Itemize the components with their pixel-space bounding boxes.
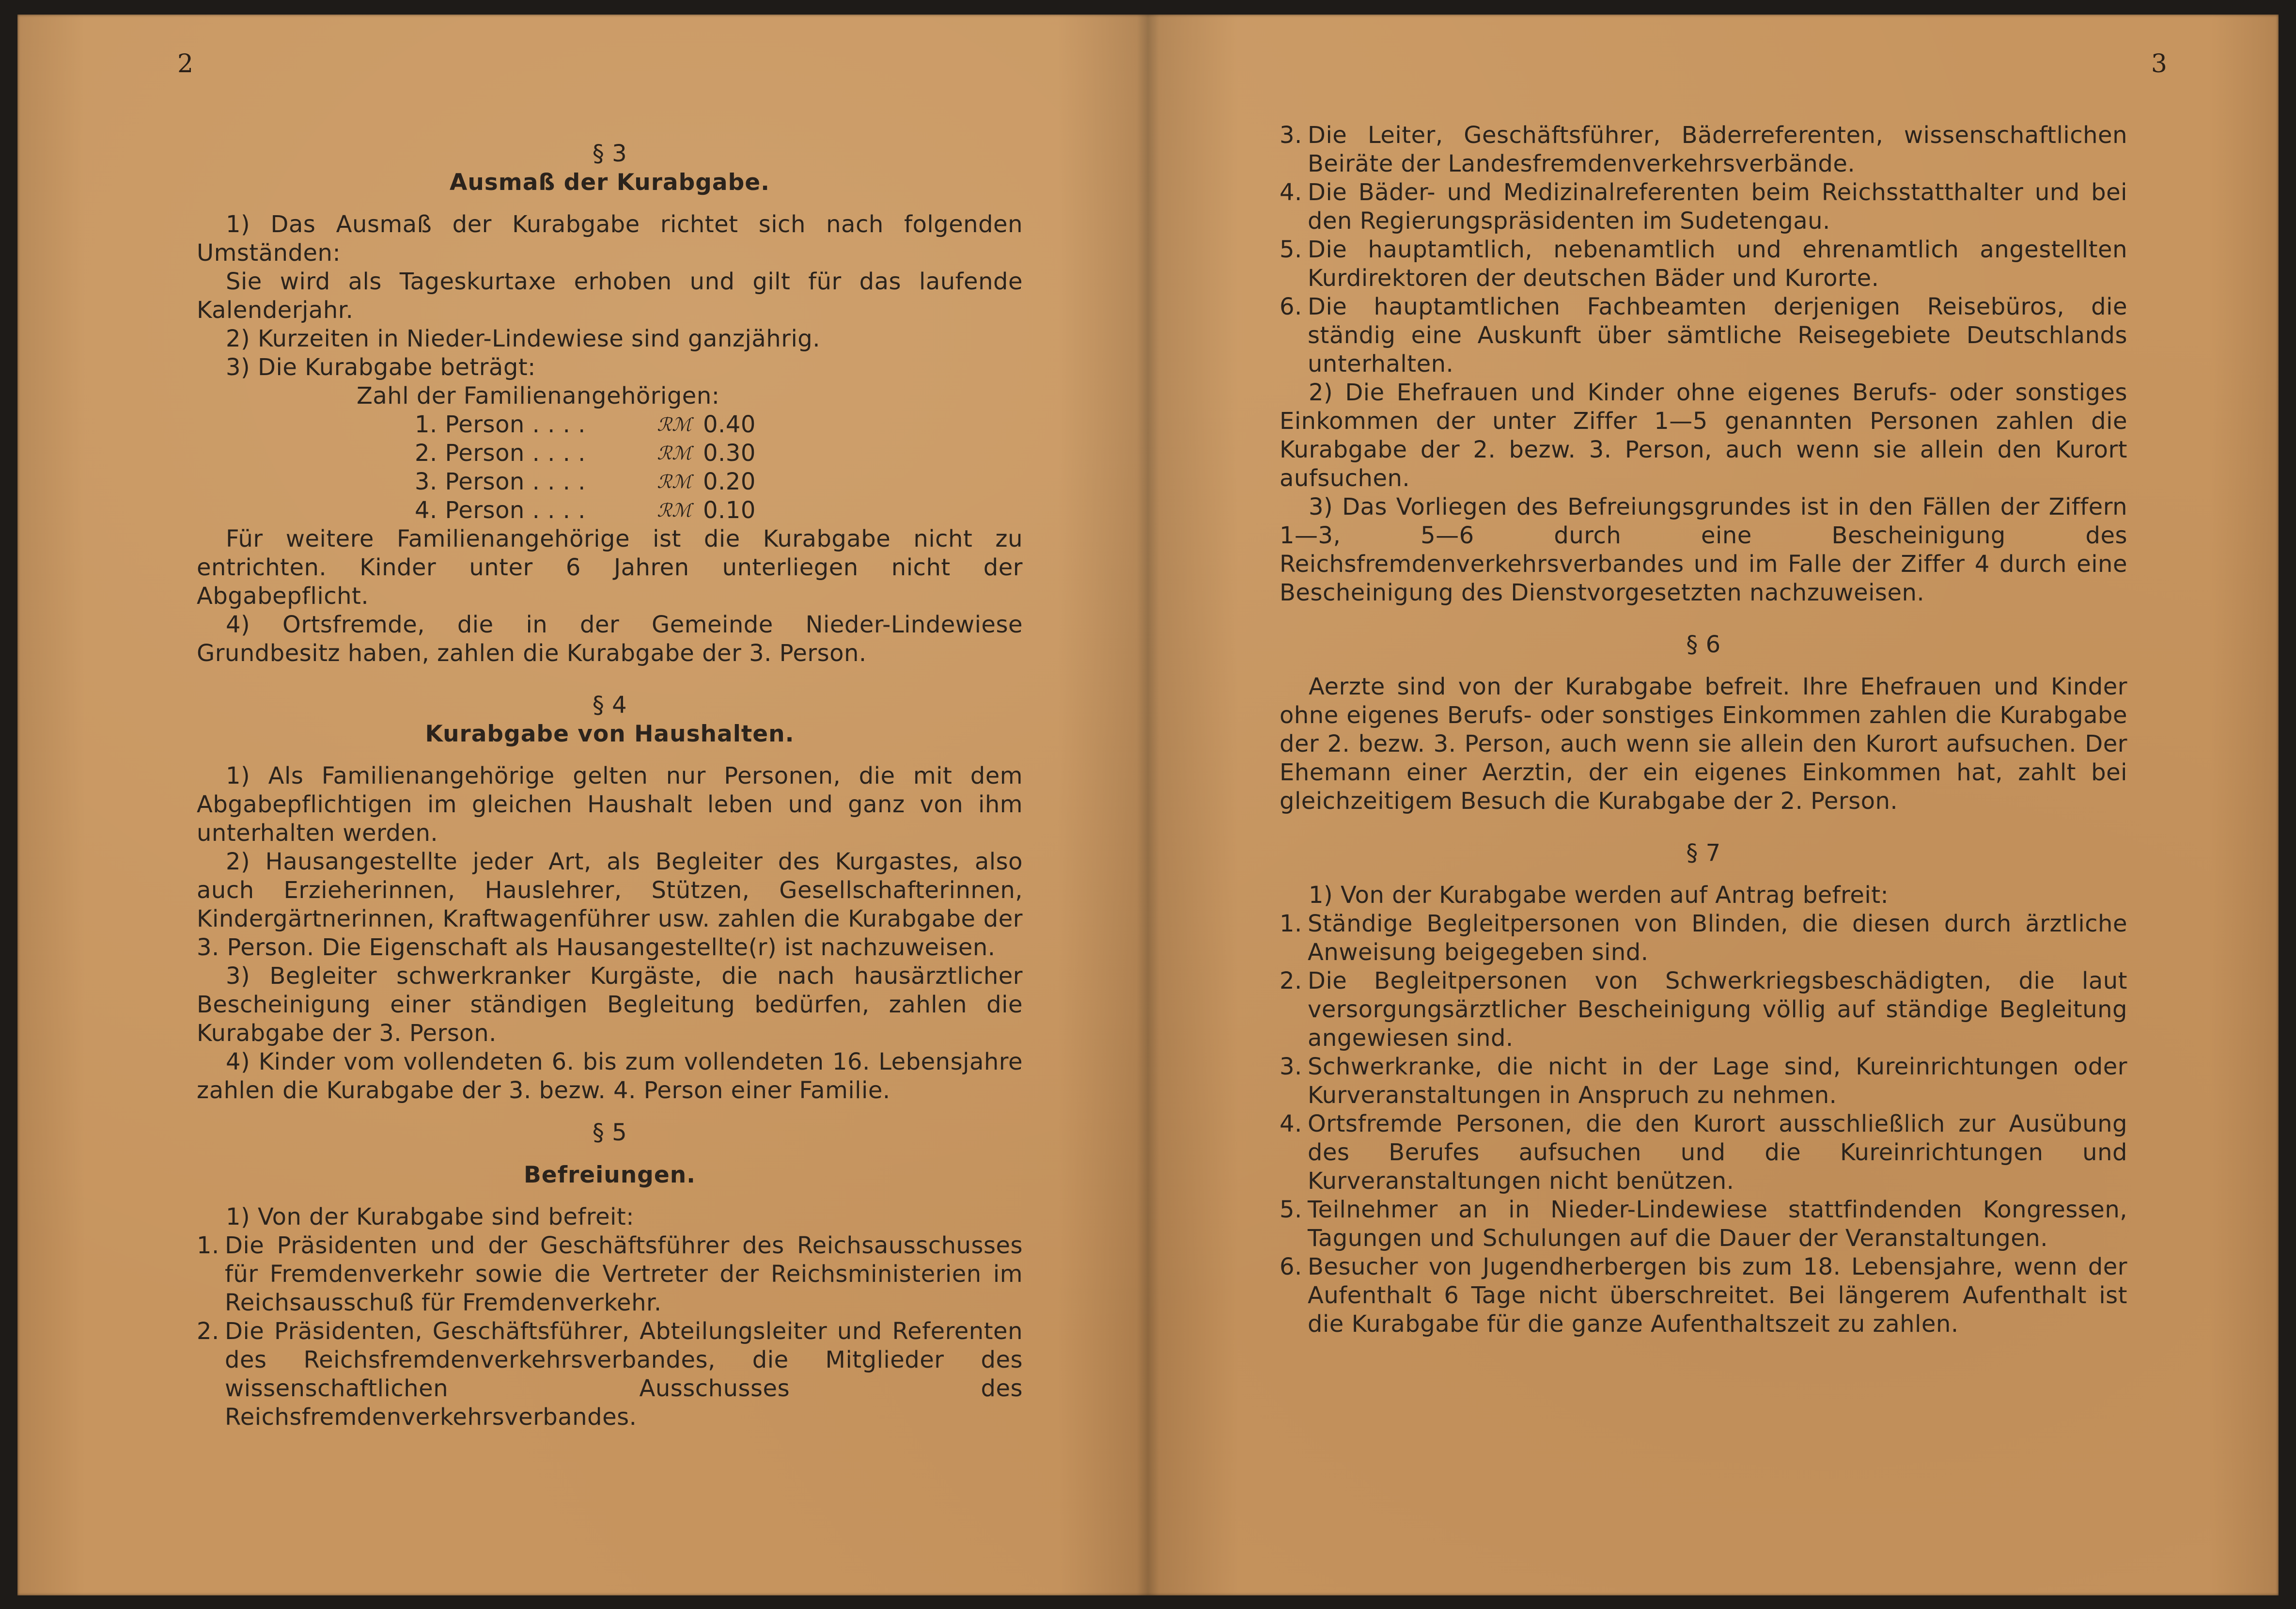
rate-row: [415, 439, 1023, 468]
list-text: Die hauptamtlich, nebenamtlich und ehrenamtlich angestellten Kurdirektoren der deutschen Bäder und Kurorte.: [1308, 236, 2127, 292]
s3-paragraph-3b: Für weitere Familienangehörige ist die Kurabgabe nicht zu entrichten. Kinder unter 6 Jahren unterliegen nicht der Abgabepflicht.: [197, 525, 1023, 610]
list-number: 6.: [1280, 1253, 1302, 1280]
list-text: Die Bäder- und Medizinalreferenten beim Reichsstatthalter und bei den Regierungspräsidenten im Sudetengau.: [1308, 179, 2127, 235]
s3-paragraph-1: 1) Das Ausmaß der Kurabgabe richtet sich nach folgenden Umständen:: [197, 211, 1023, 267]
s3-paragraph-4: 4) Ortsfremde, die in der Gemeinde Nieder-Lindewiese Grundbesitz haben, zahlen die Kurabgabe der 3. Person.: [197, 611, 1023, 667]
rate-label: 4. Person . . . .: [415, 497, 586, 524]
list-text: Die Leiter, Geschäftsführer, Bäderreferenten, wissenschaftlichen Beiräte der Landesfremdenverkehrsverbände.: [1308, 122, 2127, 177]
section-3-number: § 3: [592, 140, 627, 167]
list-number: 1.: [197, 1232, 219, 1259]
rate-label: 3. Person . . . .: [415, 468, 586, 495]
rate-value: 0.40: [703, 411, 756, 438]
list-text: Die Präsidenten, Geschäftsführer, Abteilungsleiter und Referenten des Reichsfremdenverkehrsverbandes, die Mitglieder des wissenschaftlichen Ausschusses des Reichsfremdenverkehrsverbandes.: [225, 1318, 1023, 1431]
list-item: [1280, 1253, 2127, 1339]
list-number: 3.: [1280, 1053, 1302, 1080]
section-7-number: § 7: [1686, 839, 1721, 867]
section-6-number: § 6: [1686, 631, 1721, 658]
currency-symbol: ℛℳ: [657, 414, 692, 435]
rate-label: 2. Person . . . .: [415, 440, 586, 467]
list-text: Die hauptamtlichen Fachbeamten derjenigen Reisebüros, die ständig eine Auskunft über sämtliche Reisegebiete Deutschlands unterhalten.: [1308, 293, 2127, 378]
rate-value: 0.30: [703, 440, 756, 467]
list-number: 4.: [1280, 1110, 1302, 1137]
list-item: [197, 1231, 1023, 1317]
list-item: [1280, 1196, 2127, 1253]
rate-value: 0.20: [703, 468, 756, 495]
section-4-title: Kurabgabe von Haushalten.: [425, 721, 795, 747]
list-number: 5.: [1280, 1196, 1302, 1223]
list-item: [1280, 121, 2127, 178]
s5-paragraph-3: 3) Das Vorliegen des Befreiungsgrundes ist in den Fällen der Ziffern 1—3, 5—6 durch eine Bescheinigung des Reichsfremdenverkehrsverbandes und im Falle der Ziffer 4 durch eine Bescheinigung des Dienstvorgesetzten nachzuweisen.: [1280, 493, 2127, 606]
list-item: [1280, 1053, 2127, 1110]
list-text: Die Präsidenten und der Geschäftsführer des Reichsausschusses für Fremdenverkehr sowie die Vertreter der Reichsministerien im Reichsausschuß für Fremdenverkehr.: [225, 1232, 1023, 1316]
rate-row: [415, 468, 1023, 496]
list-number: 5.: [1280, 236, 1302, 263]
booklet-spread: [17, 15, 2279, 1595]
currency-symbol: ℛℳ: [657, 500, 692, 521]
list-item: [1280, 236, 2127, 293]
list-number: 4.: [1280, 179, 1302, 206]
s6-paragraph: Aerzte sind von der Kurabgabe befreit. Ihre Ehefrauen und Kinder ohne eigenes Berufs- oder sonstiges Einkommen zahlen die Kurabgabe der 2. bezw. 3. Person, auch wenn sie allein den Kurort aufsuchen. Der Ehemann einer Aerztin, der ein eigenes Einkommen hat, zahlt bei gleichzeitigem Besuch die Kurabgabe der 2. Person.: [1280, 673, 2127, 815]
rate-table: [357, 382, 1023, 525]
page-number-left: 2: [177, 49, 194, 79]
list-item: [197, 1317, 1023, 1432]
list-text: Besucher von Jugendherbergen bis zum 18. Lebensjahre, wenn der Aufenthalt 6 Tage nicht überschreitet. Bei längerem Aufenthalt ist die Kurabgabe für die ganze Aufenthaltszeit zu zahlen.: [1308, 1253, 2127, 1338]
s3-paragraph-3: 3) Die Kurabgabe beträgt:: [226, 354, 536, 381]
list-item: [1280, 178, 2127, 236]
list-number: 2.: [1280, 967, 1302, 994]
currency-symbol: ℛℳ: [657, 442, 692, 464]
s3-paragraph-2: 2) Kurzeiten in Nieder-Lindewiese sind ganzjährig.: [226, 325, 821, 352]
list-item: [1280, 910, 2127, 967]
section-5-number: § 5: [592, 1119, 627, 1146]
list-text: Teilnehmer an in Nieder-Lindewiese stattfindenden Kongressen, Tagungen und Schulungen auf die Dauer der Veranstaltungen.: [1308, 1196, 2127, 1252]
section-5-title: Befreiungen.: [523, 1162, 696, 1188]
list-text: Schwerkranke, die nicht in der Lage sind, Kureinrichtungen oder Kurveranstaltungen in Anspruch zu nehmen.: [1308, 1053, 2127, 1109]
s3-paragraph-1b: Sie wird als Tageskurtaxe erhoben und gilt für das laufende Kalenderjahr.: [197, 268, 1023, 324]
left-page-text: [197, 140, 1023, 1432]
page-number-right: 3: [2151, 49, 2167, 79]
list-text: Ständige Begleitpersonen von Blinden, die diesen durch ärztliche Anweisung beigegeben sind.: [1308, 910, 2127, 966]
list-number: 2.: [197, 1318, 219, 1345]
s4-paragraph-2: 2) Hausangestellte jeder Art, als Begleiter des Kurgastes, also auch Erzieherinnen, Hauslehrer, Stützen, Gesellschafterinnen, Kindergärtnerinnen, Kraftwagenführer usw. zahlen die Kurabgabe der 3. Person. Die Eigenschaft als Hausangestellte(r) ist nachzuweisen.: [197, 848, 1023, 961]
list-text: Die Begleitpersonen von Schwerkriegsbeschädigten, die laut versorgungsärztlicher Bescheinigung völlig auf ständige Begleitung angewiesen sind.: [1308, 967, 2127, 1052]
list-item: [1280, 293, 2127, 379]
s5-paragraph-1: 1) Von der Kurabgabe sind befreit:: [226, 1203, 634, 1230]
list-number: 1.: [1280, 910, 1302, 937]
section-3-title: Ausmaß der Kurabgabe.: [449, 169, 770, 196]
right-page-text: [1280, 121, 2127, 1339]
currency-symbol: ℛℳ: [657, 471, 692, 492]
list-item: [1280, 1110, 2127, 1196]
list-number: 3.: [1280, 122, 1302, 149]
list-number: 6.: [1280, 293, 1302, 320]
list-item: [1280, 967, 2127, 1053]
rate-table-head: Zahl der Familienangehörigen:: [357, 382, 720, 410]
s4-paragraph-1: 1) Als Familienangehörige gelten nur Personen, die mit dem Abgabepflichtigen im gleichen Haushalt leben und ganz von ihm unterhalten werden.: [197, 762, 1023, 847]
rate-row: [415, 410, 1023, 439]
s7-paragraph-1: 1) Von der Kurabgabe werden auf Antrag befreit:: [1309, 882, 1889, 909]
s5-paragraph-2: 2) Die Ehefrauen und Kinder ohne eigenes Berufs- oder sonstiges Einkommen der unter Ziffer 1—5 genannten Personen zahlen die Kurabgabe der 2. bezw. 3. Person, auch wenn sie allein den Kurort aufsuchen.: [1280, 379, 2127, 492]
section-4-number: § 4: [592, 692, 627, 719]
list-text: Ortsfremde Personen, die den Kurort ausschließlich zur Ausübung des Berufes aufsuchen und die Kureinrichtungen und Kurveranstaltungen nicht benützen.: [1308, 1110, 2127, 1195]
s4-paragraph-4: 4) Kinder vom vollendeten 6. bis zum vollendeten 16. Lebensjahre zahlen die Kurabgabe der 3. bezw. 4. Person einer Familie.: [197, 1048, 1023, 1104]
rate-label: 1. Person . . . .: [415, 411, 586, 438]
s4-paragraph-3: 3) Begleiter schwerkranker Kurgäste, die nach hausärztlicher Bescheinigung einer ständigen Begleitung bedürfen, zahlen die Kurabgabe der 3. Person.: [197, 962, 1023, 1047]
rate-value: 0.10: [703, 497, 756, 524]
rate-row: [415, 496, 1023, 525]
